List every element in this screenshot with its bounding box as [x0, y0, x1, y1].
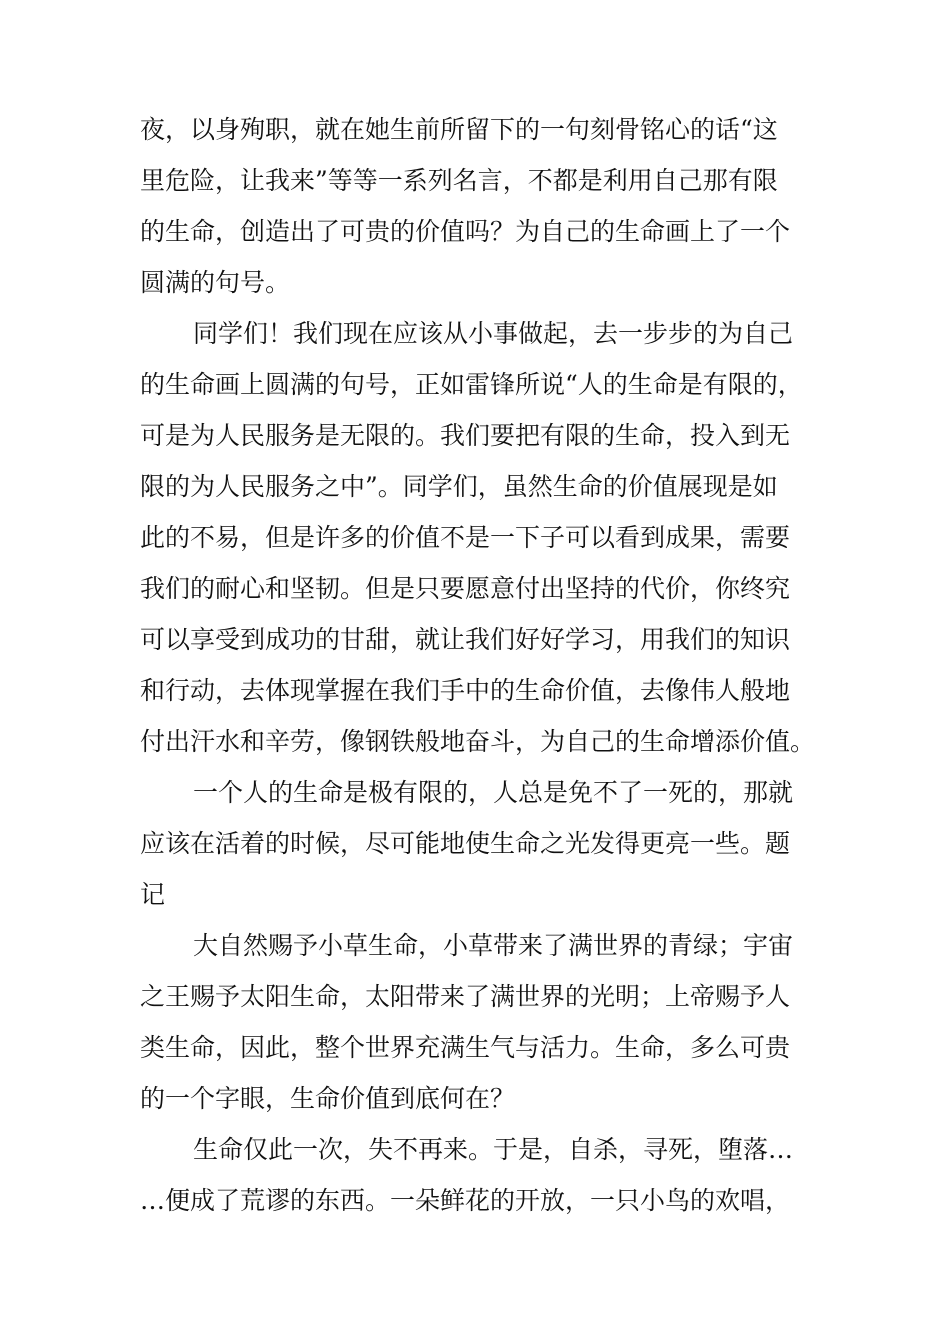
text-line: 我们的耐心和坚韧。但是只要愿意付出坚持的代价，你终究 — [140, 574, 791, 603]
text-line: 里危险，让我来”等等一系列名言，不都是利用自己那有限 — [140, 166, 778, 195]
text-line: 记 — [140, 880, 166, 909]
text-line: 同学们！我们现在应该从小事做起，去一步步的为自己 — [193, 319, 794, 348]
text-line: 圆满的句号。 — [140, 268, 291, 297]
text-line: 的一个字眼，生命价值到底何在？ — [140, 1084, 516, 1113]
text-line: 和行动，去体现掌握在我们手中的生命价值，去像伟人般地 — [140, 676, 791, 705]
text-line: 付出汗水和辛劳，像钢铁般地奋斗，为自己的生命增添价值。 — [140, 727, 816, 756]
text-line: 之王赐予太阳生命，太阳带来了满世界的光明；上帝赐予人 — [140, 982, 791, 1011]
text-line: 夜，以身殉职，就在她生前所留下的一句刻骨铭心的话“这 — [140, 115, 778, 144]
text-line: 类生命，因此，整个世界充满生气与活力。生命，多么可贵 — [140, 1033, 791, 1062]
paragraph-2 — [140, 308, 820, 767]
text-line: 的生命画上圆满的句号，正如雷锋所说“人的生命是有限的， — [140, 370, 803, 399]
text-line: 一个人的生命是极有限的，人总是免不了一死的，那就 — [193, 778, 794, 807]
paragraph-5 — [140, 1124, 820, 1226]
text-line: 的生命，创造出了可贵的价值吗？为自己的生命画上了一个 — [140, 217, 791, 246]
paragraph-3 — [140, 767, 820, 920]
text-line: …便成了荒谬的东西。一朵鲜花的开放，一只小鸟的欢唱， — [140, 1186, 791, 1215]
text-line: 可是为人民服务是无限的。我们要把有限的生命，投入到无 — [140, 421, 791, 450]
paragraph-1 — [140, 104, 820, 308]
text-line: 此的不易，但是许多的价值不是一下子可以看到成果，需要 — [140, 523, 791, 552]
text-line: 可以享受到成功的甘甜，就让我们好好学习，用我们的知识 — [140, 625, 791, 654]
paragraph-4 — [140, 920, 820, 1124]
text-line: 生命仅此一次，失不再来。于是，自杀，寻死，堕落… — [193, 1135, 794, 1164]
text-line: 应该在活着的时候，尽可能地使生命之光发得更亮一些。题 — [140, 829, 791, 858]
text-line: 限的为人民服务之中”。同学们，虽然生命的价值展现是如 — [140, 472, 778, 501]
body-text — [140, 104, 820, 1226]
text-line: 大自然赐予小草生命，小草带来了满世界的青绿；宇宙 — [193, 931, 794, 960]
